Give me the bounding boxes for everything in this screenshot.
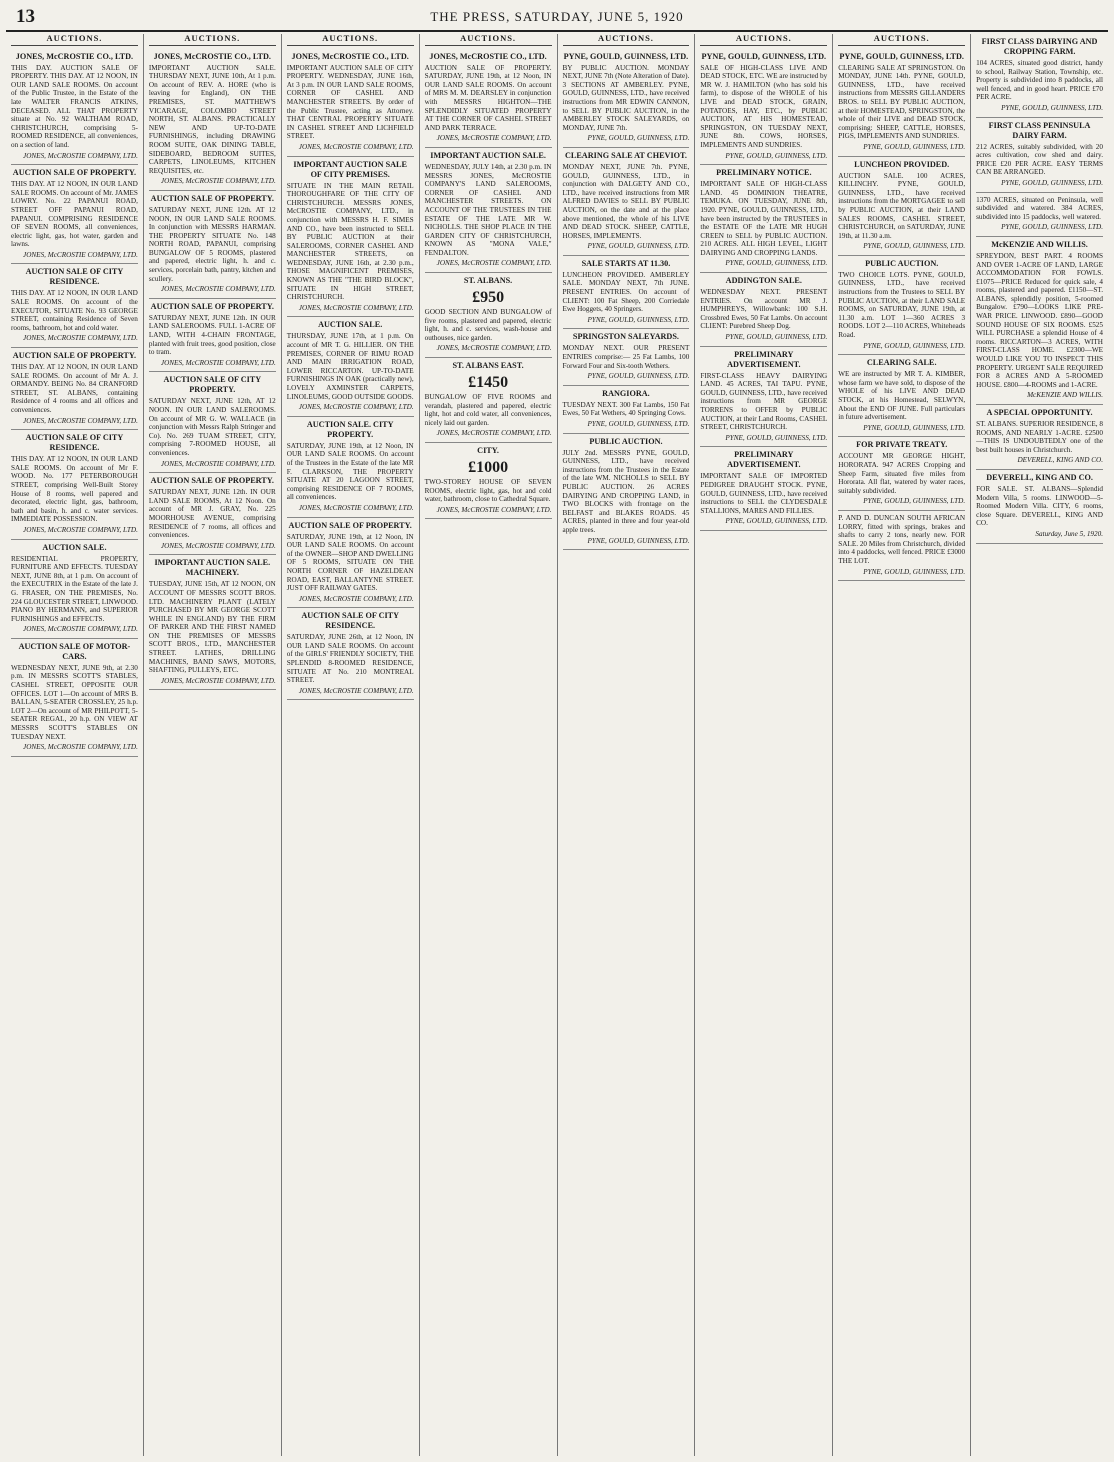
ad-title: AUCTION SALE OF PROPERTY.: [288, 520, 412, 530]
ad-title: ST. ALBANS.: [463, 276, 513, 286]
ad-title: AUCTION SALE OF PROPERTY.: [150, 193, 274, 203]
ad-signature: JONES, McCROSTIE COMPANY, LTD.: [436, 505, 552, 514]
ad-body: SATURDAY, JUNE 19th, at 12 Noon, IN OUR LAND SALE ROOMS. On account of the Trustees in the Estate of the late MR F. CLARKSON, THE PROPERTY SITUATE AT 20 LAGOON STREET, comprising RESIDENCE OF 7 ROOMS, all conveniences.: [286, 441, 414, 502]
advertisement: [11, 639, 138, 757]
advertisement: [563, 148, 690, 256]
advertisement: [11, 264, 138, 348]
ad-body: SATURDAY, JUNE 19th, at 12 Noon, IN OUR LAND SALE ROOMS. On account of the OWNER—SHOP AND DWELLING OF 5 ROOMS, SITUATE ON THE NORTH CORNER OF HAZELDEAN ROAD, EAST, BALLANTYNE STREET. JUST OFF RAILWAY GATES.: [286, 532, 414, 593]
ad-price: £950: [472, 289, 505, 307]
advertisement: [976, 34, 1103, 118]
advertisement: [425, 358, 552, 443]
ad-title: SPRINGSTON SALEYARDS.: [572, 332, 679, 342]
ad-signature: JONES, McCROSTIE COMPANY, LTD.: [23, 416, 138, 425]
ad-signature: JONES, McCROSTIE COMPANY, LTD.: [298, 686, 414, 695]
column-4: [420, 34, 558, 1456]
ad-signature: JONES, McCROSTIE COMPANY, LTD.: [160, 676, 276, 685]
ad-signature: PYNE, GOULD, GUINNESS, LTD.: [1001, 103, 1103, 112]
ad-signature: PYNE, GOULD, GUINNESS, LTD.: [725, 333, 828, 342]
ad-signature: PYNE, GOULD, GUINNESS, LTD.: [863, 567, 966, 576]
ad-signature: JONES, McCROSTIE COMPANY, LTD.: [160, 358, 276, 367]
ad-body: THIS DAY. AUCTION SALE OF PROPERTY. THIS DAY. AT 12 NOON, IN OUR LAND SALE ROOMS. On account of the Public Trustee, in the Estate of the late WALTER FRANCIS ATKINS, DECEASED. ALL THAT PROPERTY situate at No. 92 WALTHAM ROAD, CHRISTCHURCH, comprising 5-ROOMED RESIDENCE, all conveniences, on a section of land.: [11, 63, 138, 149]
advertisement: [976, 405, 1103, 470]
ad-body: IMPORTANT SALE OF HIGH-CLASS LAND. 45 DOMINION THEATRE, TEMUKA. ON TUESDAY, JUNE 8th, 1920. PYNE, GOULD, GUINNESS, LTD., have been instructed by the TRUSTEES in the ESTATE OF the LATE MR HUGH CREEN to SELL by PUBLIC AUCTION. 210 ACRES. ALL HIGH LEVEL, LIGHT DAIRYING AND CROPPING LANDS.: [700, 180, 828, 257]
ad-body: THIS DAY. AT 12 NOON, IN OUR LAND SALE ROOMS. On account of Mr F. WOOD. No. 177 PETERBOROUGH STREET, comprising Well-Built Storey House of 8 rooms, well papered and decorated, electric light, gas, bathroom, bath and basin, h. and c. water services. IMMEDIATE POSSESSION.: [11, 455, 138, 524]
ad-body: SATURDAY NEXT, JUNE 12th. IN OUR LAND SALEROOMS. FULL 1-ACRE OF LAND, WITH 4-CHAIN FRONTAGE, planted with fruit trees, good position, close to tram.: [148, 313, 276, 357]
advertisement: [425, 273, 552, 358]
ad-body: FIRST-CLASS HEAVY DAIRYING LAND. 45 ACRES, TAI TAPU. PYNE, GOULD, GUINNESS, LTD., have received instructions from MR GEORGE TORRENS to OFFER by PUBLIC AUCTION, at their Land Rooms, CASHEL STREET, CHRISTCHURCH.: [700, 371, 828, 432]
column-heading: AUCTIONS.: [700, 34, 827, 46]
advertisement: [700, 447, 827, 531]
ad-body: SATURDAY, JUNE 26th, at 12 Noon, IN OUR LAND SALE ROOMS. On account of the GIRLS' FRIENDLY SOCIETY, THE SPLENDID 8-ROOMED RESIDENCE, SITUATE AT No. 210 MONTREAL STREET.: [286, 633, 414, 685]
column-heading: AUCTIONS.: [425, 34, 552, 46]
ad-title: LUNCHEON PROVIDED.: [854, 159, 950, 169]
advertisement: [425, 49, 552, 148]
ad-signature: PYNE, GOULD, GUINNESS, LTD.: [863, 242, 966, 251]
ad-signature: PYNE, GOULD, GUINNESS, LTD.: [863, 341, 966, 350]
ad-title: AUCTION SALE OF CITY RESIDENCE.: [301, 611, 400, 631]
columns: [6, 34, 1108, 1456]
advertisement: [11, 540, 138, 639]
ad-title: PYNE, GOULD, GUINNESS, LTD.: [563, 51, 689, 61]
ad-title: SALE STARTS AT 11.30.: [581, 258, 671, 268]
ad-signature: PYNE, GOULD, GUINNESS, LTD.: [725, 517, 828, 526]
ad-body: BUNGALOW OF FIVE ROOMS and verandah, plastered and papered, electric light, hot and cold water, all conveniences, nicely laid out garden.: [424, 393, 552, 427]
ad-signature: DEVERELL, KING AND CO.: [1017, 456, 1103, 465]
ad-title: FIRST CLASS DAIRYING AND CROPPING FARM.: [981, 37, 1098, 56]
ad-title: AUCTION SALE.: [318, 320, 383, 330]
page-number: 13: [16, 6, 35, 27]
ad-signature: PYNE, GOULD, GUINNESS, LTD.: [587, 536, 690, 545]
ad-signature: PYNE, GOULD, GUINNESS, LTD.: [587, 315, 690, 324]
ad-body: GOOD SECTION AND BUNGALOW of five rooms, plastered and papered, electric light, h. and c. services, wash-house and outhouses, nice garden.: [424, 308, 552, 342]
ad-signature: JONES, McCROSTIE COMPANY, LTD.: [160, 285, 276, 294]
advertisement: [838, 256, 965, 355]
ad-body: WEDNESDAY NEXT, JUNE 9th, at 2.30 p.m. IN MESSRS SCOTT'S STABLES, CASHEL STREET, OPPOSITE OUR OFFICES. LOT 1—On account of MRS B. BALLAN, 5-SEATER CROSSLEY, 25 h.p. LOT 2—On account of MR PHILPOTT, 5-SEATER REGAL, 20 h.p. ON VIEW AT MESSRS SCOTT'S STABLES ON TUESDAY NEXT.: [11, 663, 138, 741]
ad-title: AUCTION SALE OF PROPERTY.: [12, 168, 137, 178]
ad-title: AUCTION SALE OF PROPERTY.: [12, 351, 137, 361]
ad-signature: JONES, McCROSTIE COMPANY, LTD.: [298, 303, 414, 312]
column-heading: AUCTIONS.: [149, 34, 276, 46]
ad-title: CLEARING SALE.: [866, 358, 937, 368]
ad-body: TWO CHOICE LOTS. PYNE, GOULD, GUINNESS, LTD., have received instructions from the Trustees to SELL BY PUBLIC AUCTION, at their LAND SALE ROOMS, on SATURDAY, JUNE 19th, at 11.30 a.m. LOT 1—360 ACRES 3 ROODS. LOT 2—110 ACRES, Whiteheads Road.: [838, 270, 966, 340]
ad-title: AUCTION SALE OF PROPERTY.: [150, 301, 274, 311]
ad-body: THIS DAY. AT 12 NOON, IN OUR LAND SALE ROOMS. On account of Mr A. J. ORMANDY. BEING No. 84 CRANFORD STREET, ST. ALBANS, containing Residence of 4 rooms and all offices and conveniences.: [11, 363, 138, 414]
advertisement: [149, 473, 276, 555]
ad-signature: JONES, McCROSTIE COMPANY, LTD.: [160, 177, 276, 186]
ad-title: IMPORTANT AUCTION SALE.: [430, 150, 546, 160]
ad-body: FOR SALE. ST. ALBANS—Splendid Modern Villa, 5 rooms. LINWOOD—5-Roomed Modern Villa. CITY, 6 rooms, close Square. DEVERELL, KING AND CO.: [976, 484, 1103, 528]
advertisement: [838, 437, 965, 511]
ad-body: ACCOUNT MR GEORGE HIGHT, HORORATA. 947 ACRES Cropping and Sheep Farm, situated five miles from Hororata. All flat, watered by water races, suitably subdivided.: [838, 452, 966, 495]
ad-title: JONES, McCROSTIE CO., LTD.: [429, 51, 547, 61]
ad-body: MONDAY NEXT, JUNE 7th. PYNE, GOULD, GUINNESS, LTD., in conjunction with DALGETY AND CO., LTD., have received instructions from MR ALFRED DAVIES to SELL BY PUBLIC AUCTION, on the date and at the place above mentioned, the whole of his LIVE AND DEAD STOCK. SHEEP, CATTLE, HORSES, IMPLEMENTS.: [562, 162, 690, 240]
ad-title: AUCTION SALE OF CITY RESIDENCE.: [25, 267, 124, 287]
ad-title: AUCTION SALE OF MOTOR-CARS.: [18, 641, 131, 661]
ad-body: SATURDAY NEXT, JUNE 12th. AT 12 NOON, IN OUR LAND SALE ROOMS. In conjunction with MESSRS HARMAN. THE PROPERTY SITUATE No. 148 NORTH ROAD, PAPANUI, comprising BUNGALOW OF 5 ROOMS, plastered and papered, electric light, h. and c. services, porcelain bath, pantry, kitchen and scullery.: [148, 205, 276, 283]
ad-body: THIS DAY. AT 12 NOON, IN OUR LAND SALE ROOMS. On account of Mr. JAMES LOWRY. No. 22 PAPANUI ROAD, STREET OFF PAPANUI ROAD, PAPANUI. COMPRISING RESIDENCE OF SEVEN ROOMS, all conveniences, electric light, gas, hot water, garden and lawns.: [11, 180, 138, 249]
advertisement: [563, 256, 690, 330]
advertisement: [838, 49, 965, 157]
ad-signature: JONES, McCROSTIE COMPANY, LTD.: [298, 503, 414, 512]
ad-signature: JONES, McCROSTIE COMPANY, LTD.: [23, 743, 138, 752]
ad-title: A SPECIAL OPPORTUNITY.: [986, 408, 1093, 417]
ad-signature: JONES, McCROSTIE COMPANY, LTD.: [436, 134, 552, 143]
column-7: [833, 34, 971, 1456]
ad-signature: JONES, McCROSTIE COMPANY, LTD.: [23, 334, 138, 343]
ad-title: PRELIMINARY ADVERTISEMENT.: [727, 450, 801, 470]
ad-title: AUCTION SALE OF CITY PROPERTY.: [163, 375, 262, 395]
advertisement: [700, 347, 827, 448]
ad-body: SATURDAY NEXT, JUNE 12th. IN OUR LAND SALE ROOMS, At 12 Noon. On account of MR J. GRAY, No. 225 MOORHOUSE AVENUE, comprising RESIDENCE of 7 rooms, all offices and conveniences.: [148, 488, 276, 540]
advertisement: [149, 299, 276, 373]
ad-title: JONES, McCROSTIE CO., LTD.: [153, 51, 271, 61]
ad-title: PYNE, GOULD, GUINNESS, LTD.: [701, 51, 827, 61]
advertisement: [425, 148, 552, 273]
advertisement: [838, 157, 965, 256]
ad-signature: PYNE, GOULD, GUINNESS, LTD.: [863, 142, 966, 151]
ad-signature: PYNE, GOULD, GUINNESS, LTD.: [725, 433, 828, 442]
ad-title: PUBLIC AUCTION.: [589, 436, 663, 446]
ad-signature: PYNE, GOULD, GUINNESS, LTD.: [587, 134, 690, 143]
ad-body: IMPORTANT AUCTION SALE OF CITY PROPERTY. WEDNESDAY, JUNE 16th, At 3 p.m. IN OUR LAND SALE ROOMS, CORNER OF CASHEL AND MANCHESTER STREETS. By order of the Public Trustee, acting as Attorney. THAT CENTRAL PROPERTY SITUATE IN CASHEL STREET AND LICHFIELD STREET.: [286, 63, 414, 141]
advertisement: [287, 417, 414, 518]
advertisement: [700, 49, 827, 166]
ad-title: PUBLIC AUCTION.: [865, 258, 939, 268]
advertisement: [11, 430, 138, 539]
ad-signature: PYNE, GOULD, GUINNESS, LTD.: [725, 259, 828, 268]
advertisement: [563, 49, 690, 148]
advertisement: [149, 555, 276, 690]
ad-body: BY PUBLIC AUCTION. MONDAY NEXT, JUNE 7th (Note Alteration of Date). 3 SECTIONS AT AMBERLEY. PYNE, GOULD, GUINNESS, LTD., have received instructions from MR EDWIN CANNON, to SELL BY PUBLIC AUCTION, in the AMBERLEY STOCK SALEYARDS, on MONDAY, JUNE 7th.: [562, 63, 690, 132]
advertisement: [838, 511, 965, 581]
ad-title: AUCTION SALE OF PROPERTY.: [150, 476, 274, 486]
ad-body: 212 ACRES, suitably subdivided, with 20 acres cultivation, cow shed and dairy. PRICE £20 PER ACRE. EASY TERMS CAN BE ARRANGED.: [976, 142, 1103, 177]
ad-body: SALE OF HIGH-CLASS LIVE AND DEAD STOCK, ETC. WE are instructed by MR W. J. HAMILTON (who has sold his farm), to dispose of the WHOLE of his LIVE and DEAD STOCK, GRAIN, POTATOES, HAY, ETC., by PUBLIC AUCTION, AT HIS HOMESTEAD, SPRINGSTON, ON TUESDAY NEXT, JUNE 8th. COWS, HORSES, IMPLEMENTS AND SUNDRIES.: [700, 63, 828, 149]
ad-signature: JONES, McCROSTIE COMPANY, LTD.: [160, 541, 276, 550]
advertisement: [11, 165, 138, 264]
column-2: [144, 34, 282, 1456]
ad-title: PRELIMINARY NOTICE.: [716, 168, 812, 178]
ad-body: TUESDAY NEXT. 300 Fat Lambs, 150 Fat Ewes, 50 Fat Wethers, 40 Springing Cows.: [562, 400, 690, 418]
column-heading: AUCTIONS.: [11, 34, 138, 46]
advertisement: [287, 49, 414, 157]
ad-signature: JONES, McCROSTIE COMPANY, LTD.: [298, 403, 414, 412]
ad-title: CITY.: [477, 446, 499, 455]
ad-body: IMPORTANT AUCTION SALE. THURSDAY NEXT, JUNE 10th, At 1 p.m. On account of REV. A. HORE (who is leaving for England), ON THE PREMISES, ST. MATTHEW'S VICARAGE, COLOMBO STREET NORTH, ST. ALBANS. PRACTICALLY NEW AND UP-TO-DATE FURNISHINGS, including DRAWING ROOM SUITE, OAK DINING TABLE, SIDEBOARD, BEDROOM SUITES, CARPETS, LINOLEUMS, KITCHEN REQUISITES, etc.: [148, 63, 276, 175]
ad-signature: PYNE, GOULD, GUINNESS, LTD.: [587, 242, 690, 251]
ad-signature: JONES, McCROSTIE COMPANY, LTD.: [436, 344, 552, 353]
ad-body: WEDNESDAY NEXT. PRESENT ENTRIES. On account MR J. HUMPHREYS, Willowbank: 100 S.H. Crossbred Ewes, 50 Fat Lambs. On account CLIENT: Purebred Sheep Dog.: [700, 288, 828, 331]
ad-title: ADDINGTON SALE.: [725, 276, 802, 286]
ad-title: AUCTION SALE. CITY PROPERTY.: [306, 419, 394, 439]
ad-body: 1370 ACRES, situated on Peninsula, well subdivided and watered. 384 ACRES, subdivided into 15 paddocks, well watered.: [976, 195, 1103, 221]
ad-title: JONES, McCROSTIE CO., LTD.: [291, 51, 409, 61]
advertisement: [287, 317, 414, 416]
ad-signature: McKENZIE AND WILLIS.: [1027, 391, 1103, 400]
ad-signature: PYNE, GOULD, GUINNESS, LTD.: [863, 497, 966, 506]
ad-body: 104 ACRES, situated good district, handy to school, Railway Station, Township, etc. Property is subdivided into 8 paddocks, all well fenced, and in good heart. PRICE £70 PER ACRE.: [976, 59, 1103, 102]
ad-price: £1000: [468, 459, 509, 476]
ad-body: MONDAY NEXT. OUR PRESENT ENTRIES comprise:— 25 Fat Lambs, 100 Forward Four and Six-tooth Wethers.: [562, 344, 690, 370]
ad-signature: JONES, McCROSTIE COMPANY, LTD.: [298, 142, 414, 151]
advertisement: [700, 165, 827, 273]
ad-title: ST. ALBANS EAST.: [452, 361, 524, 371]
ad-body: WEDNESDAY, JULY 14th, at 2.30 p.m. IN MESSRS JONES, McCROSTIE COMPANY'S LAND SALEROOMS, CORNER OF CASHEL AND MANCHESTER STREETS. ON ACCOUNT OF THE TRUSTEES IN THE ESTATE OF THE LATE MR W. NICHOLLS. THE SHOP PLACE IN THE GARDEN CITY OF CHRISTCHURCH, KNOWN AS "MONA VALE," FENDALTON.: [424, 162, 552, 257]
ad-signature: PYNE, GOULD, GUINNESS, LTD.: [725, 151, 828, 160]
ad-body: SATURDAY NEXT, JUNE 12th, AT 12 NOON. IN OUR LAND SALEROOMS. On account of MR G. W. WALLACE (in conjunction with Messrs Ralph Stringer and Co). No. 269 TUAM STREET, CITY, comprising 7-ROOMED HOUSE, all conveniences.: [148, 397, 276, 457]
column-3: [282, 34, 420, 1456]
ad-title: FOR PRIVATE TREATY.: [856, 440, 948, 450]
ad-signature: JONES, McCROSTIE COMPANY, LTD.: [160, 459, 276, 468]
ad-title: DEVERELL, KING AND CO.: [986, 472, 1093, 482]
ad-signature: PYNE, GOULD, GUINNESS, LTD.: [1001, 223, 1103, 232]
ad-body: THIS DAY. AT 12 NOON, IN OUR LAND SALE ROOMS. On account of the EXECUTOR, SITUATE No. 93 GEORGE STREET, containing Residence of Seven rooms, bathroom, hot and cold water.: [11, 289, 138, 332]
advertisement: [563, 386, 690, 434]
ad-body: WE are instructed by MR T. A. KIMBER, whose farm we have sold, to dispose of the WHOLE of his LIVE AND DEAD STOCK, at his Homestead, SELWYN, About the END OF JUNE. Full particulars in future advertisement.: [838, 370, 966, 422]
ad-title: PYNE, GOULD, GUINNESS, LTD.: [839, 51, 964, 61]
ad-body: RESIDENTIAL PROPERTY, FURNITURE AND EFFECTS. TUESDAY NEXT, JUNE 8th, at 1 p.m. On account of the EXECUTRIX in the Estate of the late J. G. FRASER, ON THE PREMISES, No. 224 GLOUCESTER STREET, LINWOOD. PIANO BY HERMANN, and SUPERIOR FURNISHINGS and EFFECTS.: [11, 554, 138, 623]
column-heading: AUCTIONS.: [287, 34, 414, 46]
advertisement: [425, 443, 552, 519]
ad-body: SITUATE IN THE MAIN RETAIL THOROUGHFARE OF THE CITY OF CHRISTCHURCH. MESSRS JONES, McCROSTIE COMPANY, LTD., in conjunction with MESSRS H. F. SIMES AND CO., have been instructed to SELL BY PUBLIC AUCTION at their SALEROOMS, CORNER CASHEL AND MANCHESTER STREETS, on WEDNESDAY, JUNE 16th, at 2.30 p.m., THOSE MAGNIFICENT PREMISES, KNOWN AS THE "THE BIRD BLOCK", SITUATE IN HIGH STREET, CHRISTCHURCH.: [286, 181, 414, 302]
ad-body: P. AND D. DUNCAN SOUTH AFRICAN LORRY, fitted with springs, brakes and shafts to carry 2 tons, nearly new. FOR SALE. 20 Miles from Christchurch, divided into 4 paddocks, well fenced. PRICE £3000 THE LOT.: [838, 513, 966, 565]
ad-body: CLEARING SALE AT SPRINGSTON. On MONDAY, JUNE 14th. PYNE, GOULD, GUINNESS, LTD., have received instructions from MESSRS GILLANDERS BROS. to SELL BY PUBLIC AUCTION, at their HOMESTEAD, SPRINGSTON, the whole of their LIVE and DEAD STOCK, comprising: SHEEP, CATTLE, HORSES, PIGS, IMPLEMENTS AND SUNDRIES.: [838, 63, 966, 141]
advertisement: [149, 372, 276, 473]
ad-body: IMPORTANT SALE OF IMPORTED PEDIGREE DRAUGHT STOCK. PYNE, GOULD, GUINNESS, LTD., have received instructions to SELL the CLYDESDALE STALLIONS, MARES AND FILLIES.: [700, 472, 828, 515]
ad-body: JULY 2nd. MESSRS PYNE, GOULD, GUINNESS, LTD., have received instructions from the Trustees in the Estate of the late WM. NICHOLLS to SELL BY PUBLIC AUCTION. 26 ACRES DAIRYING AND CROPPING LAND, in TWO BLOCKS with frontage on the BELFAST and BLAKES ROADS. 45 ACRES, planted in three and four year-old apple trees.: [562, 448, 690, 534]
advertisement: [976, 237, 1103, 405]
advertisement: [563, 329, 690, 385]
ad-body: AUCTION SALE. 100 ACRES, KILLINCHY. PYNE, GOULD, GUINNESS, LTD., have received instructions from the MORTGAGEE to sell by PUBLIC AUCTION, at their LAND SALES ROOMS, CASHEL STREET, CHRISTCHURCH, on SATURDAY, JUNE 19th, at 11.30 a.m.: [838, 171, 966, 240]
ad-title: FIRST CLASS PENINSULA DAIRY FARM.: [988, 120, 1091, 140]
advertisement: [11, 49, 138, 166]
advertisement: [976, 470, 1103, 544]
ad-title: McKENZIE AND WILLIS.: [991, 239, 1088, 249]
advertisement: [700, 273, 827, 347]
newspaper-title: THE PRESS, SATURDAY, JUNE 5, 1920: [430, 9, 684, 24]
advertisement: [563, 434, 690, 551]
masthead: [6, 4, 1108, 32]
ad-title: IMPORTANT AUCTION SALE. MACHINERY.: [154, 558, 271, 578]
ad-signature: JONES, McCROSTIE COMPANY, LTD.: [23, 625, 138, 634]
ad-body: SPREYDON, BEST PART. 4 ROOMS AND OVER 1-ACRE OF LAND, LARGE ACCOMMODATION FOR FOWLS. £1075—PRICE Reduced for quick sale, 4 rooms, plastered and papered. £1150—ST. ALBANS, splendidly position, 5-roomed Bungalow. £790—LOOKS LIKE PRE-WAR PRICE. LINWOOD. £890—GOOD SOUND HOUSE OF SIX ROOMS. £525 WILL PURCHASE a splendid House of 4 rooms. RICCARTON—3 ACRES, WITH FIRST-CLASS HOME. £2300—WE WOULD LIKE YOU TO INSPECT THIS PROPERTY. URGENT SALE REQUIRED FOR 8 ACRES AND A 5-ROOMED HOUSE. £800—4-ROOMS and 1-ACRE.: [976, 251, 1103, 389]
column-5: [558, 34, 696, 1456]
advertisement: [287, 608, 414, 700]
ad-body: ST. ALBANS. SUPERIOR RESIDENCE, 8 ROOMS, AND NEARLY 1-ACRE. £2500—THIS IS UNDOUBTEDLY one of the best built houses in Christchurch.: [976, 420, 1103, 454]
ad-signature: PYNE, GOULD, GUINNESS, LTD.: [1001, 178, 1103, 187]
advertisement: [976, 118, 1103, 193]
ad-body: TWO-STOREY HOUSE OF SEVEN ROOMS, electric light, gas, hot and cold water, bathroom, close to Cathedral Square.: [424, 478, 552, 504]
ad-signature: JONES, McCROSTIE COMPANY, LTD.: [436, 429, 552, 438]
ad-body: AUCTION SALE OF PROPERTY. SATURDAY, JUNE 19th, at 12 Noon, IN OUR LAND SALE ROOMS. On account of MRS M. M. DEARSLEY in conjunction with MESSRS HIGHTON—THE SPLENDIDLY SITUATED PROPERTY AT THE CORNER OF CASHEL STREET AND PARK TERRACE.: [424, 63, 552, 132]
advertisement: [149, 49, 276, 191]
column-6: [695, 34, 833, 1456]
ad-signature: PYNE, GOULD, GUINNESS, LTD.: [587, 372, 690, 381]
ad-signature: JONES, McCROSTIE COMPANY, LTD.: [298, 594, 414, 603]
ad-title: AUCTION SALE.: [42, 542, 107, 552]
ad-title: IMPORTANT AUCTION SALE OF CITY PREMISES.: [293, 159, 407, 179]
column-8: [971, 34, 1108, 1456]
ad-body: LUNCHEON PROVIDED. AMBERLEY SALE. MONDAY NEXT, 7th JUNE. PRESENT ENTRIES. On account of CLIENT: 100 Fat Sheep, 200 Corriedale Ewe Hoggets, 40 Springers.: [562, 270, 690, 314]
ad-signature: PYNE, GOULD, GUINNESS, LTD.: [863, 423, 966, 432]
ad-signature: JONES, McCROSTIE COMPANY, LTD.: [23, 250, 138, 259]
ad-signature: JONES, McCROSTIE COMPANY, LTD.: [23, 525, 138, 534]
ad-signature: Saturday, June 5, 1920.: [1035, 529, 1103, 538]
advertisement: [976, 193, 1103, 237]
ad-body: THURSDAY, JUNE 17th, at 1 p.m. On account of MR T. G. HILLIER. ON THE PREMISES, CORNER OF RIMU ROAD AND MAIN IRRIGATION ROAD, LOWER RICCARTON. UP-TO-DATE FURNISHINGS IN OAK (practically new), LOVELY AXMINSTER CARPETS, LINOLEUMS, GOOD OUTSIDE GOODS.: [286, 332, 414, 401]
advertisement: [838, 355, 965, 437]
column-heading: AUCTIONS.: [838, 34, 965, 46]
ad-title: RANGIORA.: [602, 388, 650, 398]
ad-signature: PYNE, GOULD, GUINNESS, LTD.: [587, 420, 690, 428]
ad-title: JONES, McCROSTIE CO., LTD.: [15, 51, 134, 61]
ad-title: AUCTION SALE OF CITY RESIDENCE.: [25, 433, 124, 453]
ad-signature: JONES, McCROSTIE COMPANY, LTD.: [436, 259, 552, 268]
column-1: [6, 34, 144, 1456]
ad-title: CLEARING SALE AT CHEVIOT.: [564, 150, 687, 160]
ad-body: TUESDAY, JUNE 15th, AT 12 NOON, ON ACCOUNT OF MESSRS SCOTT BROS. LTD. MACHINERY PLANT (LATELY PURCHASED BY MR GEORGE SCOTT WHILE IN ENGLAND) BY THE FIRM OF PARKER AND THE FIRST NAMED ON THE PREMISES OF MESSRS SCOTT BROS., LTD., MANCHESTER STREET. LATHES, DRILLING MACHINES, BAND SAWS, MOTORS, SHAFTING, PULLEYS, ETC.: [148, 580, 276, 675]
ad-price: £1450: [468, 374, 509, 392]
advertisement: [11, 348, 138, 430]
advertisement: [287, 157, 414, 318]
ad-title: PRELIMINARY ADVERTISEMENT.: [727, 349, 801, 369]
advertisement: [149, 191, 276, 299]
column-heading: AUCTIONS.: [563, 34, 690, 46]
advertisement: [287, 518, 414, 609]
ad-signature: JONES, McCROSTIE COMPANY, LTD.: [23, 151, 138, 160]
